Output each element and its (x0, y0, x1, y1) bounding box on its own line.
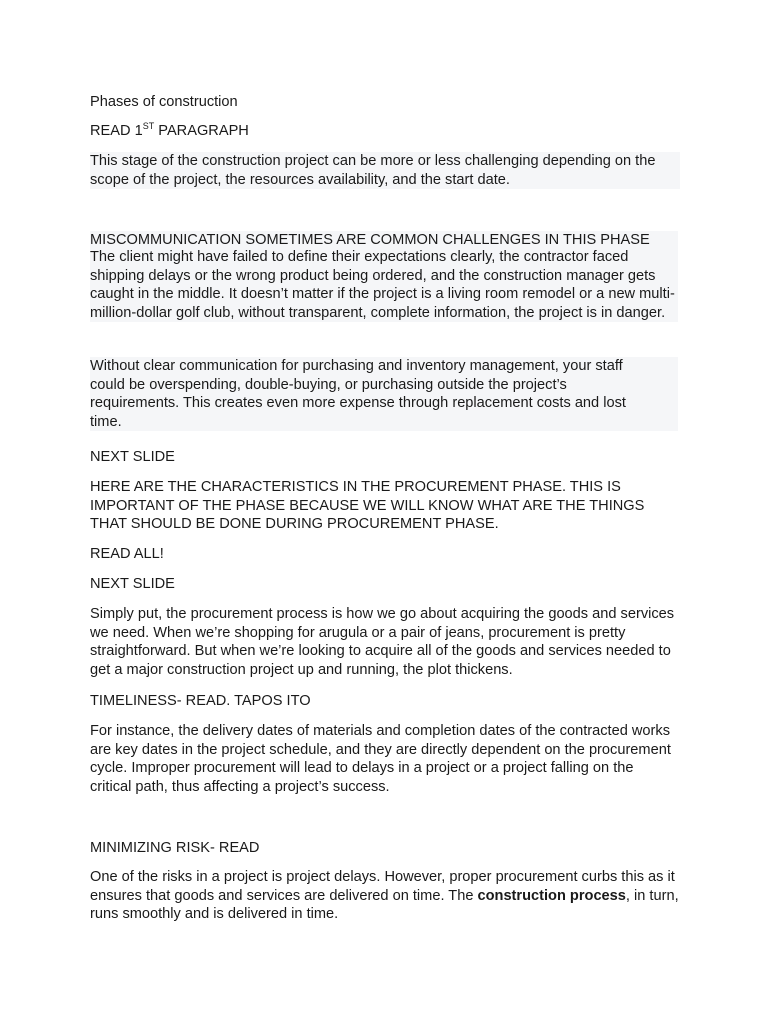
timeliness-heading: TIMELINESS- READ. TAPOS ITO (90, 693, 311, 709)
risk-text-post: , in turn, runs smoothly and is delivered in time. (90, 887, 679, 922)
read-first-pre: READ 1 (90, 123, 143, 139)
read-first-paragraph-note (90, 122, 249, 141)
read-first-superscript: ST (142, 121, 155, 131)
characteristics-paragraph: HERE ARE THE CHARACTERISTICS IN THE PROCUREMENT PHASE. THIS IS IMPORTANT OF THE PHASE BECAUSE WE WILL KNOW WHAT ARE THE THINGS THAT SHOULD BE DONE DURING PROCUREMENT PHASE. (90, 479, 645, 532)
miscommunication-heading: MISCOMMUNICATION SOMETIMES ARE COMMON CHALLENGES IN THIS PHASE (90, 231, 678, 250)
miscommunication-paragraph: The client might have failed to define their expectations clearly, the contractor faced shipping delays or the wrong product being ordered, and the construction manager gets caught in the middle. It doesn’t matter if the project is a living room remodel or a new multi-million-dollar golf club, without transparent, complete information, the project is in danger. (90, 248, 678, 322)
next-slide-note-1: NEXT SLIDE (90, 449, 175, 465)
document-title: Phases of construction (90, 94, 238, 110)
procurement-process-paragraph: Simply put, the procurement process is how we go about acquiring the goods and services we need. When we’re shopping for arugula or a pair of jeans, procurement is pretty straightforward. But when we’re looking to acquire all of the goods and services needed to get a major construction project up and running, the plot thickens. (90, 606, 675, 678)
risk-text-pre: One of the risks in a project is project delays. However, proper procurement curbs this as it ensures that goods and services are delivered on time. The (90, 869, 675, 904)
minimizing-risk-heading: MINIMIZING RISK- READ (90, 840, 260, 856)
read-all-note: READ ALL! (90, 546, 164, 562)
risk-paragraph (90, 868, 680, 924)
read-first-post: PARAGRAPH (154, 123, 249, 139)
delivery-dates-paragraph: For instance, the delivery dates of materials and completion dates of the contracted works are key dates in the project schedule, and they are directly dependent on the procurement cycle. Improper procurement will lead to delays in a project or a project falling on the critical path, thus affecting a project’s success. (90, 723, 671, 795)
next-slide-note-2: NEXT SLIDE (90, 576, 175, 592)
intro-paragraph: This stage of the construction project can be more or less challenging depending on the scope of the project, the resources availability, and the start date. (90, 152, 680, 189)
risk-text-bold: construction process (477, 887, 626, 904)
communication-paragraph: Without clear communication for purchasing and inventory management, your staff could be overspending, double-buying, or purchasing outside the project’s requirements. This creates even more expense through replacement costs and lost time. (90, 357, 678, 431)
